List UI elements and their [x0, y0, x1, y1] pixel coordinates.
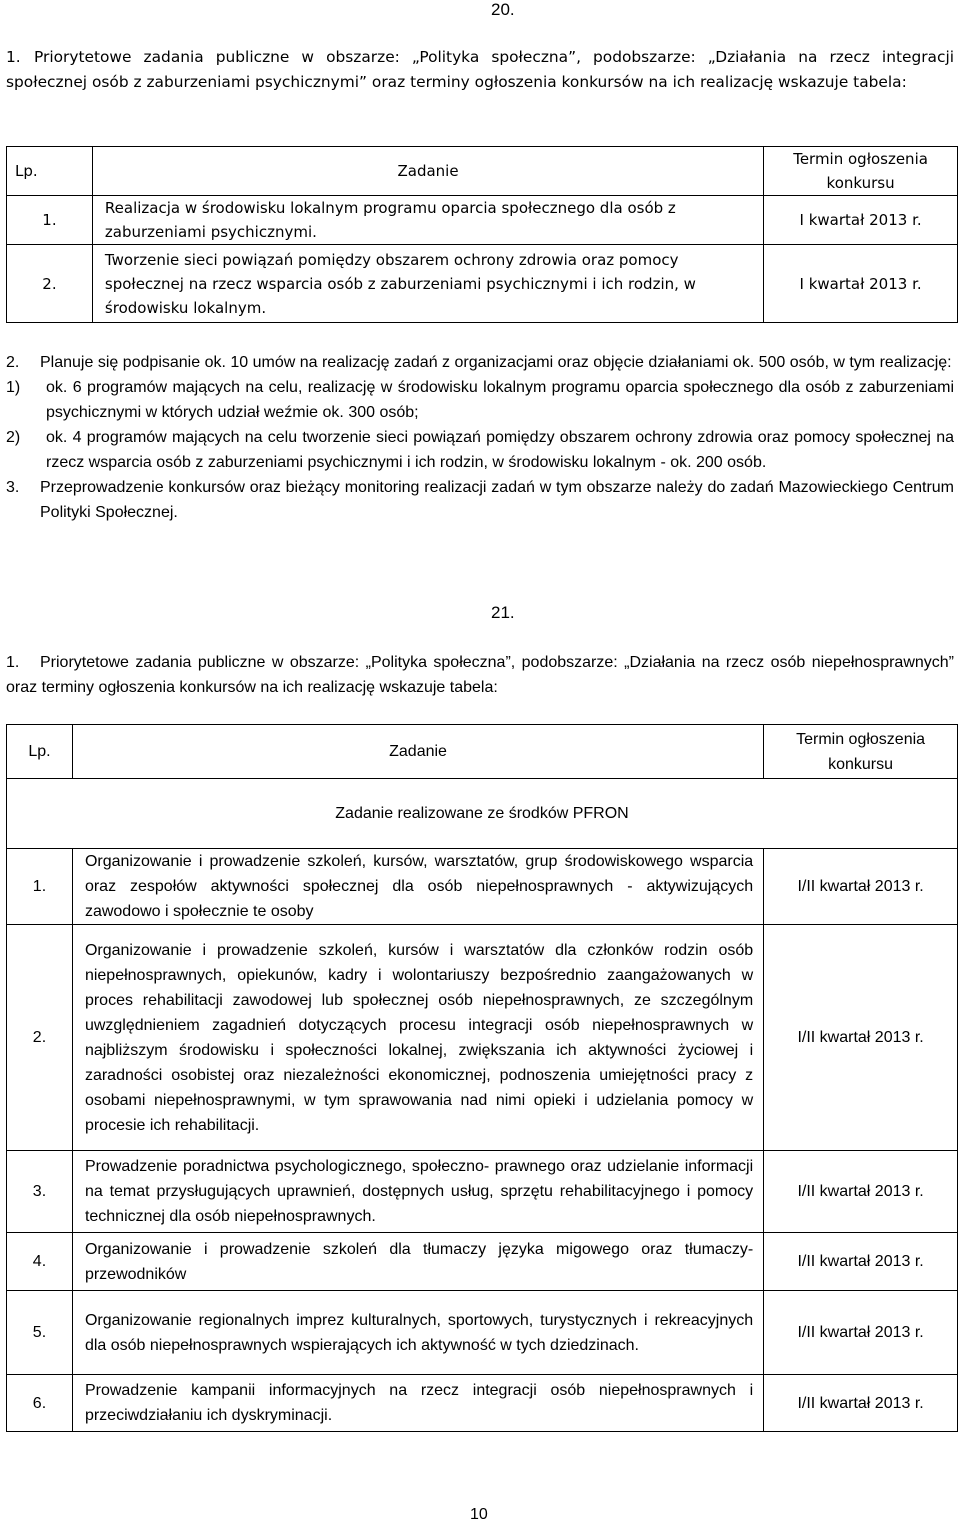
row-task: Tworzenie sieci powiązań pomiędzy obszarem ochrony zdrowia oraz pomocy społecznej na rzecz wsparcia osób z zaburzeniami psychicznymi i ich rodzin, w środowisku lokalnym.: [92, 245, 763, 323]
row-task: Prowadzenie kampanii informacyjnych na rzecz integracji osób niepełnosprawnych i przeciwdziałaniu ich dyskryminacji.: [72, 1375, 763, 1432]
row-task: Prowadzenie poradnictwa psychologicznego, społeczno- prawnego oraz udzielanie informacji na temat przysługujących uprawnień, dostępnych usług, sprzętu rehabilitacyjnego i pomocy technicznej dla osób niepełnosprawnych.: [72, 1151, 763, 1233]
intro-number: 1.: [6, 654, 20, 671]
item-number: 1): [6, 379, 21, 396]
table-row: [7, 849, 958, 925]
table-header-row: [7, 725, 958, 779]
section-20-table: [6, 146, 958, 323]
section-20-point-3: [6, 475, 954, 525]
intro-text: Priorytetowe zadania publiczne w obszarze: „Polityka społeczna”, podobszarze: „Działania na rzecz integracji społecznej osób z zaburzeniami psychicznymi” oraz terminy ogłoszenia konkursów na ich realizację wskazuje tabela:: [6, 48, 954, 91]
header-term: Termin ogłoszenia konkursu: [764, 725, 958, 779]
point-2-item-1: [6, 375, 954, 425]
row-lp: 2.: [7, 925, 73, 1151]
row-lp: 2.: [7, 245, 93, 323]
table-header-row: [7, 147, 958, 196]
point-2-item-2: [6, 425, 954, 475]
table-row: [7, 196, 958, 245]
item-number: 2): [6, 429, 21, 446]
intro-number: 1.: [6, 48, 21, 66]
table-row: [7, 925, 958, 1151]
section-21-heading: 21.: [491, 603, 515, 622]
row-task: Organizowanie i prowadzenie szkoleń dla tłumaczy języka migowego oraz tłumaczy-przewodników: [72, 1233, 763, 1291]
subheader-pfron: Zadanie realizowane ze środków PFRON: [7, 779, 958, 849]
header-lp: Lp.: [7, 725, 73, 779]
point-2-text: Planuje się podpisanie ok. 10 umów na realizację zadań z organizacjami oraz objęcie działaniami ok. 500 osób, w tym realizację:: [40, 354, 952, 371]
table-row: [7, 1151, 958, 1233]
row-lp: 5.: [7, 1291, 73, 1375]
item-text: ok. 6 programów mających na celu, realizację w środowisku lokalnym programu oparcia społecznego dla osób z zaburzeniami psychicznymi w których udział weźmie ok. 300 osób;: [46, 379, 954, 421]
header-term: Termin ogłoszenia konkursu: [764, 147, 958, 196]
point-3-text: Przeprowadzenie konkursów oraz bieżący monitoring realizacji zadań w tym obszarze należy do zadań Mazowieckiego Centrum Polityki Społecznej.: [40, 479, 954, 521]
row-term: I/II kwartał 2013 r.: [764, 1375, 958, 1432]
table-row: [7, 245, 958, 323]
section-21-table: [6, 724, 958, 1432]
row-lp: 4.: [7, 1233, 73, 1291]
table-row: [7, 1291, 958, 1375]
row-lp: 3.: [7, 1151, 73, 1233]
intro-text: Priorytetowe zadania publiczne w obszarze: „Polityka społeczna”, podobszarze: „Działania na rzecz osób niepełnosprawnych” oraz terminy ogłoszenia konkursów na ich realizację wskazuje tabela:: [6, 654, 954, 696]
row-term: I/II kwartał 2013 r.: [764, 1233, 958, 1291]
row-term: I/II kwartał 2013 r.: [764, 1291, 958, 1375]
row-task: Organizowanie regionalnych imprez kulturalnych, sportowych, turystycznych i rekreacyjnych dla osób niepełnosprawnych wspierających ich aktywność w tych dziedzinach.: [72, 1291, 763, 1375]
section-21-intro: [6, 650, 954, 700]
row-lp: 6.: [7, 1375, 73, 1432]
row-term: I/II kwartał 2013 r.: [764, 1151, 958, 1233]
row-task: Organizowanie i prowadzenie szkoleń, kursów, warsztatów, grup środowiskowego wsparcia oraz zespołów aktywności społecznej dla osób niepełnosprawnych - aktywizujących zawodowo i społecznie te osoby: [72, 849, 763, 925]
header-task: Zadanie: [72, 725, 763, 779]
table-row: [7, 1233, 958, 1291]
item-text: ok. 4 programów mających na celu tworzenie sieci powiązań pomiędzy obszarem ochrony zdrowia oraz pomocy społecznej na rzecz wsparcia osób z zaburzeniami psychicznymi i ich rodzin, w środowisku lokalnym - ok. 200 osób.: [46, 429, 954, 471]
section-20-heading: 20.: [491, 0, 515, 19]
row-term: I kwartał 2013 r.: [764, 196, 958, 245]
header-lp: Lp.: [7, 147, 93, 196]
page-number: 10: [470, 1506, 488, 1523]
row-term: I/II kwartał 2013 r.: [764, 849, 958, 925]
row-term: I/II kwartał 2013 r.: [764, 925, 958, 1151]
row-task: Realizacja w środowisku lokalnym programu oparcia społecznego dla osób z zaburzeniami psychicznymi.: [92, 196, 763, 245]
row-term: I kwartał 2013 r.: [764, 245, 958, 323]
section-20-intro: [6, 45, 954, 95]
header-task: Zadanie: [92, 147, 763, 196]
table-row: [7, 1375, 958, 1432]
section-20-point-2: [6, 350, 954, 525]
point-3-number: 3.: [6, 479, 20, 496]
point-2-number: 2.: [6, 354, 20, 371]
row-lp: 1.: [7, 196, 93, 245]
row-task: Organizowanie i prowadzenie szkoleń, kursów i warsztatów dla członków rodzin osób niepełnosprawnych, opiekunów, kadry i wolontariuszy bezpośrednio zaangażowanych w proces rehabilitacji zawodowej lub społecznej osób niepełnosprawnych, ze szczególnym uwzględnieniem zagadnień dotyczących procesu integracji osób niepełnosprawnych w najbliższym środowisku i społeczności lokalnej, zwiększania ich aktywności życiowej i zaradności osobistej oraz niezależności ekonomicznej, podnoszenia umiejętności pracy z osobami niepełnosprawnymi, w tym sprawowania nad nimi opieki i udzielania pomocy w procesie ich rehabilitacji.: [72, 925, 763, 1151]
table-subheader-row: [7, 779, 958, 849]
row-lp: 1.: [7, 849, 73, 925]
